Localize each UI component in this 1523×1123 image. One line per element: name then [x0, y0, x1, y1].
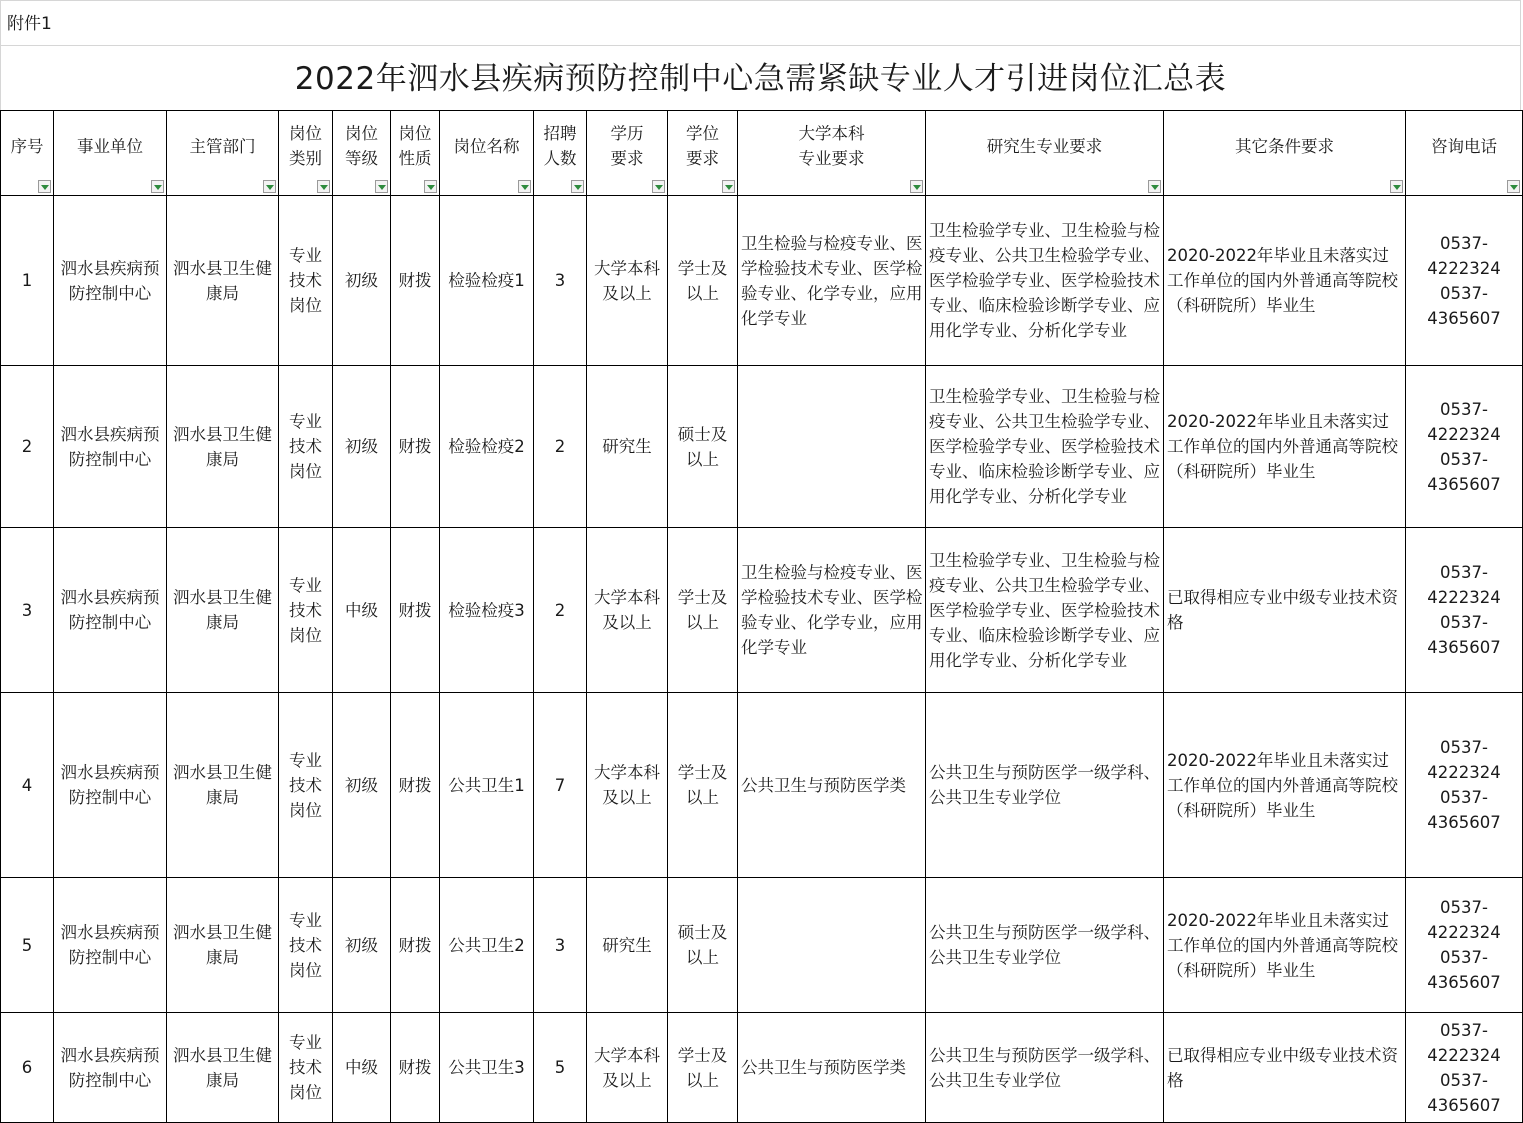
col-header-phone: 咨询电话: [1406, 111, 1523, 196]
cell-edu[interactable]: 研究生: [587, 366, 668, 528]
cell-level[interactable]: 中级: [333, 528, 391, 693]
cell-type[interactable]: 专业技术岗位: [279, 1013, 333, 1123]
cell-grad[interactable]: 卫生检验学专业、卫生检验与检疫专业、公共卫生检验学专业、医学检验学专业、医学检验技术专业、临床检验诊断学专业、应用化学专业、分析化学专业: [926, 528, 1164, 693]
cell-level[interactable]: 中级: [333, 1013, 391, 1123]
cell-seq[interactable]: 3: [1, 528, 54, 693]
cell-grad[interactable]: 公共卫生与预防医学一级学科、公共卫生专业学位: [926, 1013, 1164, 1123]
filter-dropdown-icon[interactable]: [375, 180, 388, 193]
cell-count[interactable]: 2: [534, 366, 587, 528]
table-row: [1, 878, 1523, 1013]
cell-degree[interactable]: 学士及以上: [668, 196, 738, 366]
cell-undergrad[interactable]: 公共卫生与预防医学类: [738, 1013, 926, 1123]
cell-grad[interactable]: 卫生检验学专业、卫生检验与检疫专业、公共卫生检验学专业、医学检验学专业、医学检验技术专业、临床检验诊断学专业、应用化学专业、分析化学专业: [926, 366, 1164, 528]
cell-count[interactable]: 3: [534, 878, 587, 1013]
col-header-count: 招聘 人数: [534, 111, 587, 196]
cell-type[interactable]: 专业技术岗位: [279, 878, 333, 1013]
cell-degree[interactable]: 学士及以上: [668, 693, 738, 878]
cell-phone[interactable]: 0537- 4222324 0537- 4365607: [1406, 366, 1523, 528]
cell-undergrad[interactable]: 卫生检验与检疫专业、医学检验技术专业、医学检验专业、化学专业，应用化学专业: [738, 196, 926, 366]
cell-nature[interactable]: 财拨: [391, 528, 440, 693]
page-title: 2022年泗水县疾病预防控制中心急需紧缺专业人才引进岗位汇总表: [0, 46, 1521, 110]
col-header-edu: 学历 要求: [587, 111, 668, 196]
cell-grad[interactable]: 公共卫生与预防医学一级学科、公共卫生专业学位: [926, 878, 1164, 1013]
cell-undergrad[interactable]: 卫生检验与检疫专业、医学检验技术专业、医学检验专业、化学专业，应用化学专业: [738, 528, 926, 693]
cell-unit[interactable]: 泗水县疾病预防控制中心: [54, 1013, 167, 1123]
table-row: [1, 196, 1523, 366]
col-header-name: 岗位名称: [440, 111, 534, 196]
cell-phone[interactable]: 0537- 4222324 0537- 4365607: [1406, 878, 1523, 1013]
cell-other[interactable]: 2020-2022年毕业且未落实过工作单位的国内外普通高等院校（科研院所）毕业生: [1164, 366, 1406, 528]
col-header-nature: 岗位 性质: [391, 111, 440, 196]
cell-name[interactable]: 公共卫生3: [440, 1013, 534, 1123]
cell-level[interactable]: 初级: [333, 366, 391, 528]
col-header-type: 岗位 类别: [279, 111, 333, 196]
cell-phone[interactable]: 0537- 4222324 0537- 4365607: [1406, 528, 1523, 693]
filter-dropdown-icon[interactable]: [263, 180, 276, 193]
cell-nature[interactable]: 财拨: [391, 1013, 440, 1123]
cell-other[interactable]: 2020-2022年毕业且未落实过工作单位的国内外普通高等院校（科研院所）毕业生: [1164, 693, 1406, 878]
cell-other[interactable]: 已取得相应专业中级专业技术资格: [1164, 1013, 1406, 1123]
positions-table: [0, 110, 1523, 1123]
cell-count[interactable]: 2: [534, 528, 587, 693]
cell-unit[interactable]: 泗水县疾病预防控制中心: [54, 528, 167, 693]
filter-dropdown-icon[interactable]: [722, 180, 735, 193]
cell-seq[interactable]: 6: [1, 1013, 54, 1123]
cell-type[interactable]: 专业技术岗位: [279, 196, 333, 366]
cell-dept[interactable]: 泗水县卫生健康局: [167, 693, 279, 878]
cell-nature[interactable]: 财拨: [391, 878, 440, 1013]
cell-grad[interactable]: 公共卫生与预防医学一级学科、公共卫生专业学位: [926, 693, 1164, 878]
cell-degree[interactable]: 学士及以上: [668, 1013, 738, 1123]
cell-count[interactable]: 3: [534, 196, 587, 366]
cell-edu[interactable]: 大学本科及以上: [587, 693, 668, 878]
cell-name[interactable]: 检验检疫3: [440, 528, 534, 693]
cell-other[interactable]: 已取得相应专业中级专业技术资格: [1164, 528, 1406, 693]
cell-unit[interactable]: 泗水县疾病预防控制中心: [54, 878, 167, 1013]
header-row: [1, 111, 1523, 196]
cell-dept[interactable]: 泗水县卫生健康局: [167, 878, 279, 1013]
table-row: [1, 693, 1523, 878]
filter-dropdown-icon[interactable]: [571, 180, 584, 193]
cell-degree[interactable]: 硕士及以上: [668, 878, 738, 1013]
cell-other[interactable]: 2020-2022年毕业且未落实过工作单位的国内外普通高等院校（科研院所）毕业生: [1164, 196, 1406, 366]
attachment-label: 附件1: [0, 0, 1521, 46]
cell-other[interactable]: 2020-2022年毕业且未落实过工作单位的国内外普通高等院校（科研院所）毕业生: [1164, 878, 1406, 1013]
cell-edu[interactable]: 大学本科及以上: [587, 1013, 668, 1123]
filter-dropdown-icon[interactable]: [151, 180, 164, 193]
filter-dropdown-icon[interactable]: [424, 180, 437, 193]
cell-type[interactable]: 专业技术岗位: [279, 528, 333, 693]
filter-dropdown-icon[interactable]: [38, 180, 51, 193]
cell-undergrad[interactable]: [738, 366, 926, 528]
cell-level[interactable]: 初级: [333, 196, 391, 366]
cell-phone[interactable]: 0537- 4222324 0537- 4365607: [1406, 1013, 1523, 1123]
filter-dropdown-icon[interactable]: [1390, 180, 1403, 193]
cell-phone[interactable]: 0537- 4222324 0537- 4365607: [1406, 196, 1523, 366]
cell-degree[interactable]: 学士及以上: [668, 528, 738, 693]
cell-undergrad[interactable]: [738, 878, 926, 1013]
table-row: [1, 366, 1523, 528]
col-header-undergrad: 大学本科 专业要求: [738, 111, 926, 196]
col-header-unit: 事业单位: [54, 111, 167, 196]
filter-dropdown-icon[interactable]: [652, 180, 665, 193]
col-header-grad: 研究生专业要求: [926, 111, 1164, 196]
col-header-dept: 主管部门: [167, 111, 279, 196]
cell-unit[interactable]: 泗水县疾病预防控制中心: [54, 366, 167, 528]
cell-dept[interactable]: 泗水县卫生健康局: [167, 1013, 279, 1123]
cell-name[interactable]: 公共卫生1: [440, 693, 534, 878]
cell-edu[interactable]: 研究生: [587, 878, 668, 1013]
cell-dept[interactable]: 泗水县卫生健康局: [167, 366, 279, 528]
cell-dept[interactable]: 泗水县卫生健康局: [167, 528, 279, 693]
cell-grad[interactable]: 卫生检验学专业、卫生检验与检疫专业、公共卫生检验学专业、医学检验学专业、医学检验技术专业、临床检验诊断学专业、应用化学专业、分析化学专业: [926, 196, 1164, 366]
cell-type[interactable]: 专业技术岗位: [279, 693, 333, 878]
col-header-other: 其它条件要求: [1164, 111, 1406, 196]
cell-undergrad[interactable]: 公共卫生与预防医学类: [738, 693, 926, 878]
filter-dropdown-icon[interactable]: [1507, 180, 1520, 193]
cell-level[interactable]: 初级: [333, 693, 391, 878]
cell-dept[interactable]: 泗水县卫生健康局: [167, 196, 279, 366]
cell-phone[interactable]: 0537- 4222324 0537- 4365607: [1406, 693, 1523, 878]
filter-dropdown-icon[interactable]: [910, 180, 923, 193]
cell-seq[interactable]: 1: [1, 196, 54, 366]
filter-dropdown-icon[interactable]: [518, 180, 531, 193]
col-header-level: 岗位 等级: [333, 111, 391, 196]
cell-count[interactable]: 7: [534, 693, 587, 878]
cell-nature[interactable]: 财拨: [391, 693, 440, 878]
cell-degree[interactable]: 硕士及以上: [668, 366, 738, 528]
col-header-degree: 学位 要求: [668, 111, 738, 196]
table-row: [1, 1013, 1523, 1123]
filter-dropdown-icon[interactable]: [1148, 180, 1161, 193]
cell-seq[interactable]: 2: [1, 366, 54, 528]
cell-level[interactable]: 初级: [333, 878, 391, 1013]
cell-nature[interactable]: 财拨: [391, 366, 440, 528]
cell-seq[interactable]: 4: [1, 693, 54, 878]
cell-unit[interactable]: 泗水县疾病预防控制中心: [54, 196, 167, 366]
table-row: [1, 528, 1523, 693]
cell-seq[interactable]: 5: [1, 878, 54, 1013]
cell-edu[interactable]: 大学本科及以上: [587, 528, 668, 693]
col-header-seq: 序号: [1, 111, 54, 196]
cell-edu[interactable]: 大学本科及以上: [587, 196, 668, 366]
filter-dropdown-icon[interactable]: [317, 180, 330, 193]
cell-type[interactable]: 专业技术岗位: [279, 366, 333, 528]
cell-nature[interactable]: 财拨: [391, 196, 440, 366]
cell-unit[interactable]: 泗水县疾病预防控制中心: [54, 693, 167, 878]
cell-name[interactable]: 检验检疫1: [440, 196, 534, 366]
cell-name[interactable]: 公共卫生2: [440, 878, 534, 1013]
cell-count[interactable]: 5: [534, 1013, 587, 1123]
cell-name[interactable]: 检验检疫2: [440, 366, 534, 528]
